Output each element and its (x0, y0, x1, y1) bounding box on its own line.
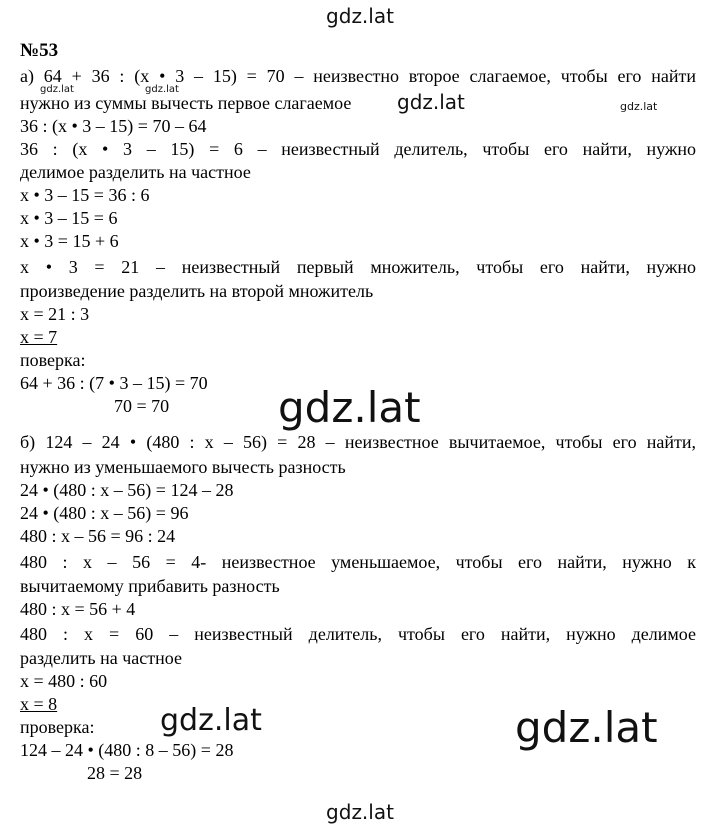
text-line-21: 480 : x – 56 = 4- неизвестное уменьшаемое, чтобы его найти, нужно к (20, 552, 696, 572)
watermark-top: gdz.lat (326, 4, 394, 28)
text-line-6: x • 3 – 15 = 36 : 6 (20, 185, 150, 205)
answer-b: x = 8 (20, 694, 58, 714)
text-line-8: x • 3 = 15 + 6 (20, 231, 119, 251)
text-line-29: 124 – 24 • (480 : 8 – 56) = 28 (20, 740, 234, 760)
watermark-bottom: gdz.lat (326, 800, 394, 824)
text-line-22: вычитаемому прибавить разность (20, 576, 280, 596)
text-line-5: делимое разделить на частное (20, 162, 251, 182)
answer-a: x = 7 (20, 327, 58, 347)
text-line-15: 70 = 70 (114, 396, 170, 416)
watermark-small-1: gdz.lat (40, 84, 74, 95)
text-line-24: 480 : x = 60 – неизвестный делитель, чтобы его найти, нужно делимое (20, 624, 696, 644)
text-line-28: проверка: (20, 717, 95, 737)
text-line-13: поверка: (20, 350, 86, 370)
text-line-17: нужно из уменьшаемого вычесть разность (20, 457, 346, 477)
watermark-small-2: gdz.lat (145, 84, 179, 95)
text-line-26: x = 480 : 60 (20, 671, 108, 691)
text-line-14: 64 + 36 : (7 • 3 – 15) = 70 (20, 373, 208, 393)
text-line-4: 36 : (x • 3 – 15) = 6 – неизвестный делитель, чтобы его найти, нужно (20, 139, 696, 159)
watermark-medium-2: gdz.lat (160, 703, 262, 738)
text-line-25: разделить на частное (20, 648, 182, 668)
text-line-16: б) 124 – 24 • (480 : x – 56) = 28 – неизвестное вычитаемое, чтобы его найти, (20, 432, 696, 452)
text-line-19: 24 • (480 : x – 56) = 96 (20, 503, 189, 523)
text-line-2: нужно из суммы вычесть первое слагаемое (20, 93, 352, 113)
text-line-11: x = 21 : 3 (20, 304, 90, 324)
watermark-medium-1: gdz.lat (397, 90, 465, 114)
text-line-9: x • 3 = 21 – неизвестный первый множитель, чтобы его найти, нужно (20, 257, 696, 277)
watermark-small-3: gdz.lat (620, 100, 658, 113)
text-line-10: произведение разделить на второй множитель (20, 281, 374, 301)
watermark-large-2: gdz.lat (515, 703, 658, 752)
text-line-3: 36 : (x • 3 – 15) = 70 – 64 (20, 116, 207, 136)
text-line-30: 28 = 28 (87, 763, 143, 783)
text-line-1: а) 64 + 36 : (x • 3 – 15) = 70 – неизвестно второе слагаемое, чтобы его найти (20, 66, 696, 86)
text-line-18: 24 • (480 : x – 56) = 124 – 28 (20, 480, 234, 500)
problem-title: №53 (20, 40, 59, 61)
text-line-23: 480 : x = 56 + 4 (20, 599, 136, 619)
text-line-7: x • 3 – 15 = 6 (20, 208, 118, 228)
watermark-large-1: gdz.lat (278, 383, 421, 432)
text-line-20: 480 : x – 56 = 96 : 24 (20, 526, 176, 546)
